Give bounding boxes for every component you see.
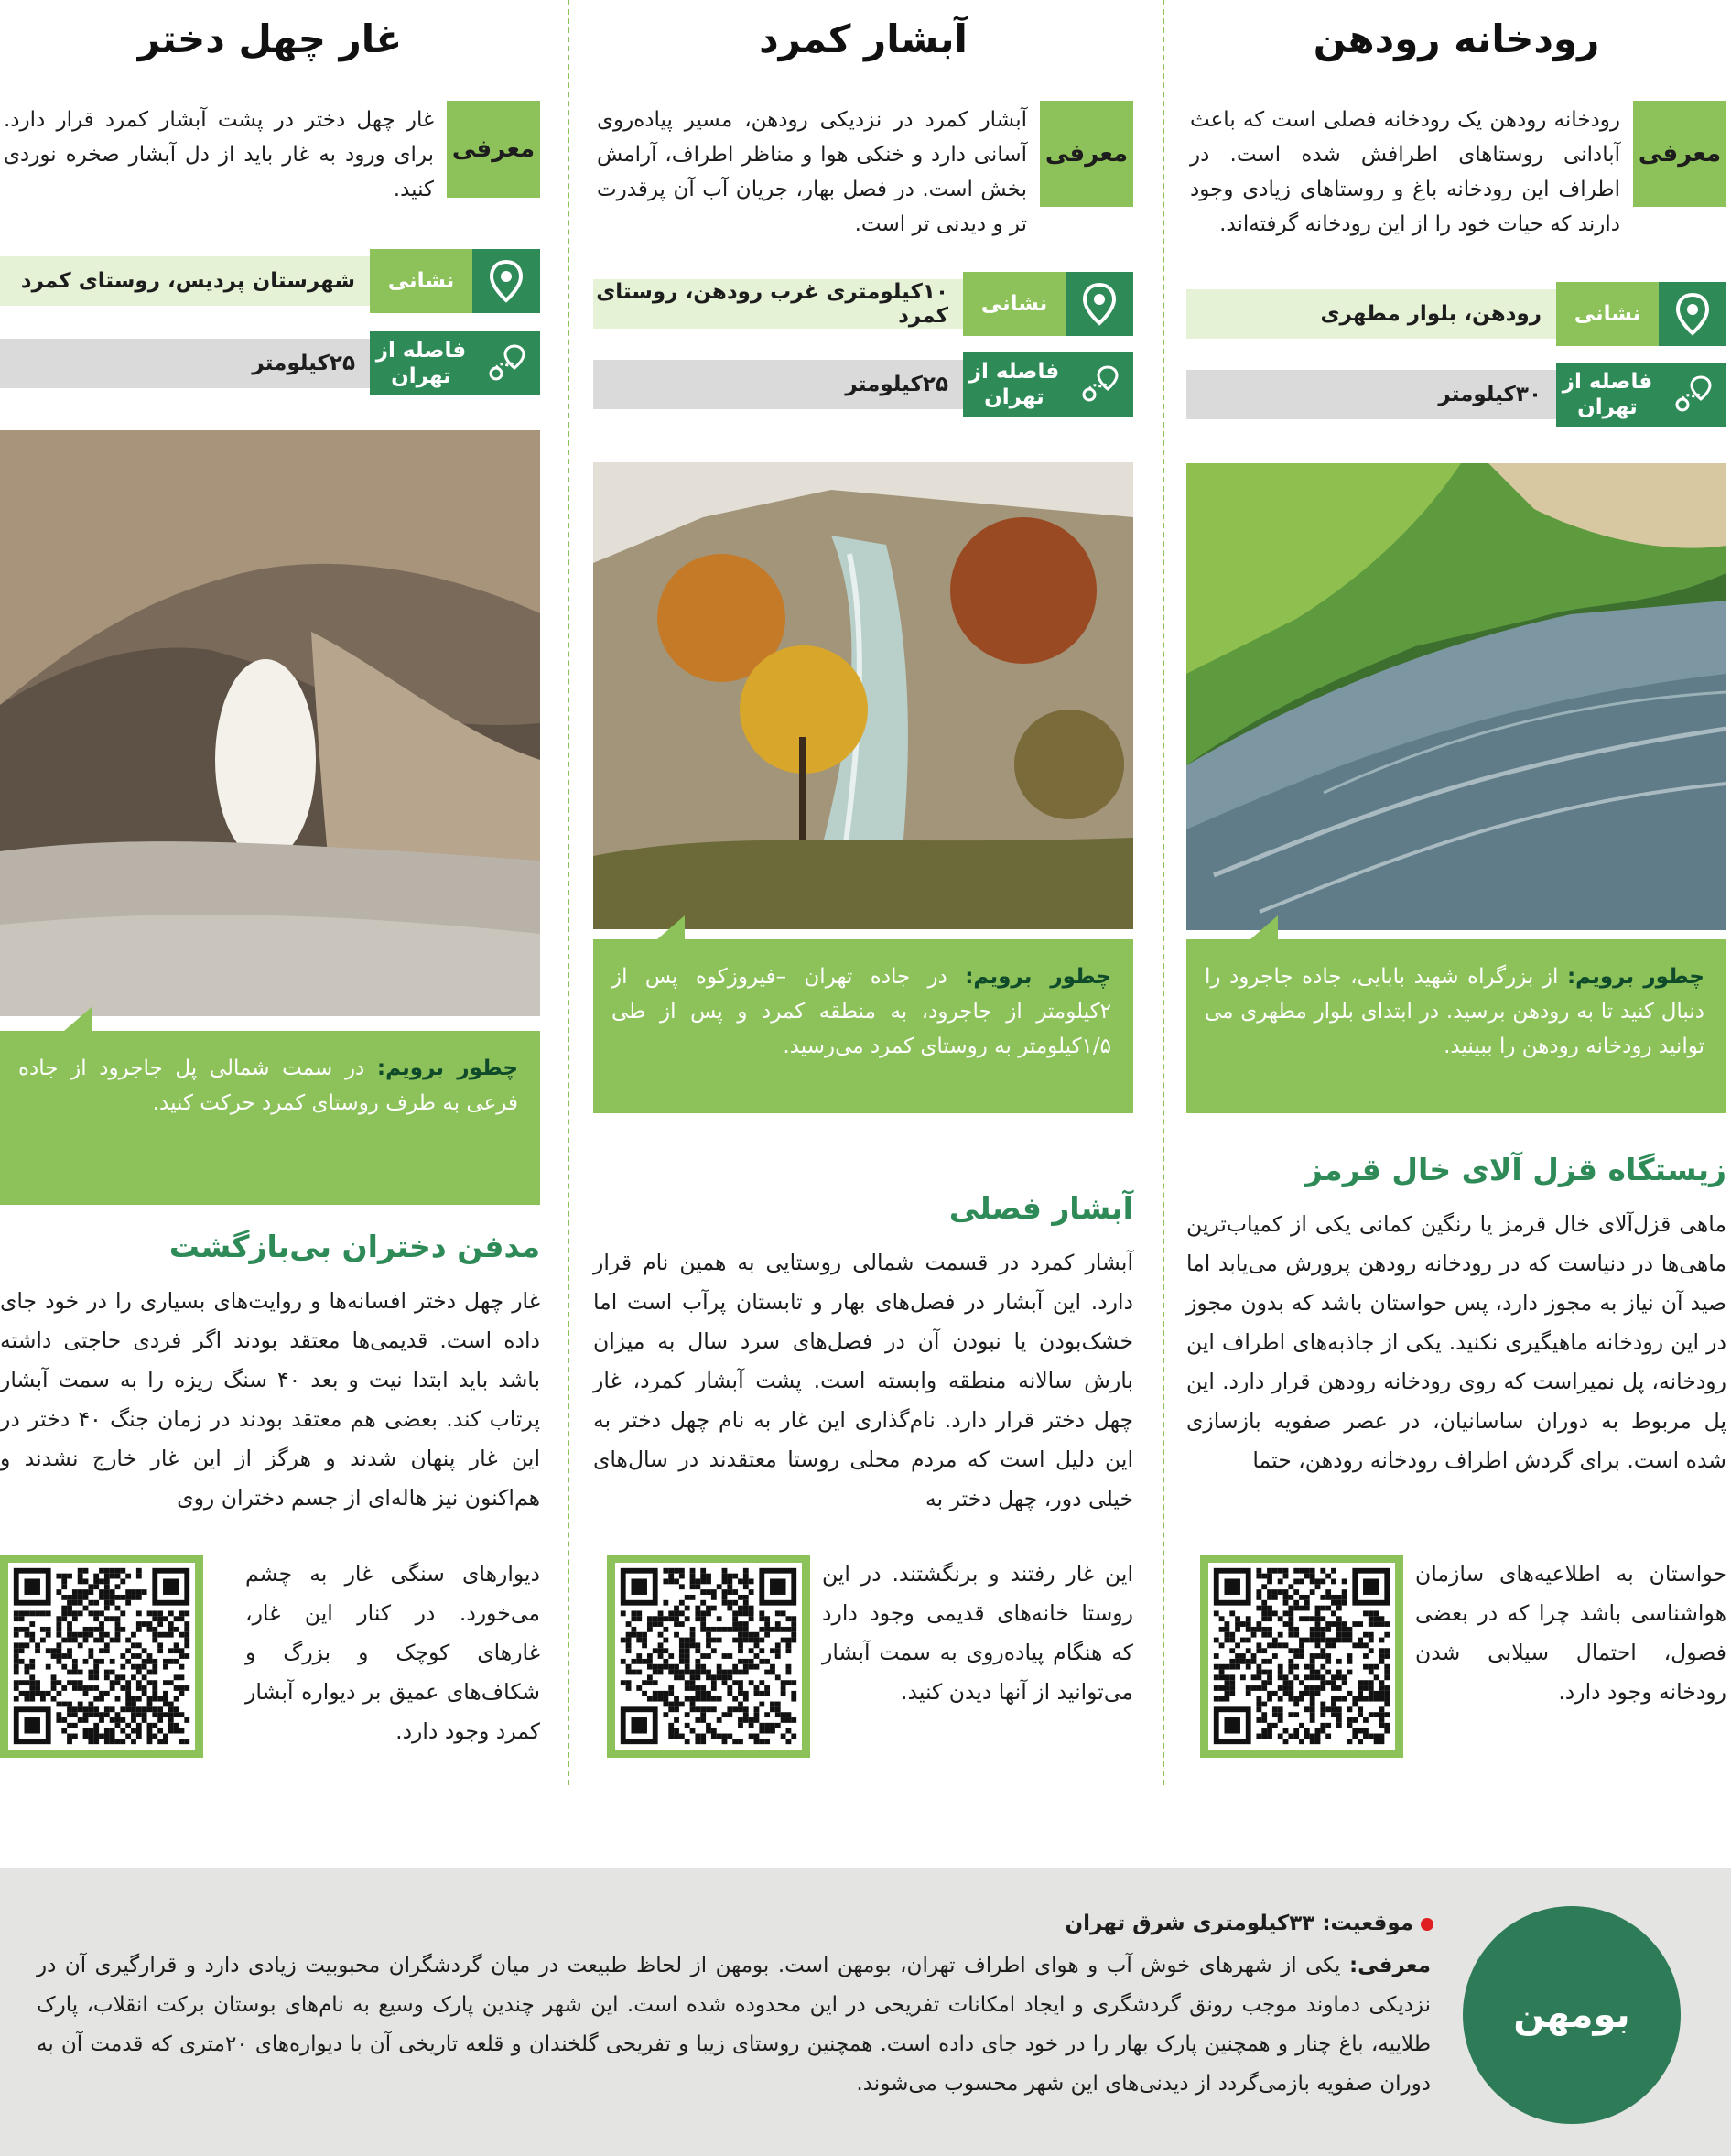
distance-row — [593, 352, 1133, 417]
distance-label: فاصله از تهران — [370, 331, 472, 395]
callout-notch — [657, 915, 685, 939]
qr-code[interactable] — [607, 1555, 810, 1758]
address-label: نشانی — [963, 272, 1066, 336]
intro-text: آبشار کمرد در نزدیکی رودهن، مسیر پیاده‌روی آسانی دارد و خنکی هوا و مناظر اطراف، آرامش بخش است. در فصل بهار، جریان آب آن پرقدرت تر و دیدنی تر است. — [597, 108, 1027, 236]
how-to-get-box — [1186, 939, 1726, 1113]
section-subhead: مدفن دختران بی‌بازگشت — [168, 1229, 540, 1264]
address-label: نشانی — [1556, 282, 1659, 346]
location-pin-icon — [1066, 272, 1133, 336]
section-body-continued: این غار رفتند و برنگشتند. در این روستا خانه‌های قدیمی وجود دارد که هنگام پیاده‌روی به سمت آبشار می‌توانید از آنها دیدن کنید. — [822, 1561, 1133, 1705]
intro-text: رودخانه رودهن یک رودخانه فصلی است که باعث آبادانی روستاهای اطرافش شده است. در اطراف این رودخانه باغ و روستاهای زیادی وجود دارند که حیات خود را از این رودخانه گرفته‌اند. — [1190, 108, 1620, 236]
column-chehel-dokhtar-cave — [0, 0, 540, 1794]
column-roudehen-river — [1186, 0, 1726, 1794]
boumehen-intro — [37, 1946, 1431, 2104]
location-pin-icon — [472, 249, 540, 313]
location-label: موقعیت: — [1322, 1912, 1413, 1935]
column-title: رودخانه رودهن — [1313, 16, 1600, 61]
distance-value: ۲۵کیلومتر — [593, 360, 963, 409]
how-to-get-text: در جاده تهران –فیروزکوه پس از ۲کیلومتر از جاجرود، به منطقه کمرد و پس از طی ۱/۵کیلومتر به روستای کمرد می‌رسید. — [611, 965, 1111, 1058]
address-label: نشانی — [370, 249, 472, 313]
qr-code[interactable] — [0, 1555, 203, 1758]
distance-value: ۲۵کیلومتر — [0, 339, 370, 388]
distance-label: فاصله از تهران — [963, 352, 1066, 417]
how-to-get-label: چطور برویم: — [376, 1056, 518, 1080]
intro-label: معرفی — [1633, 101, 1726, 207]
address-row — [0, 249, 540, 313]
column-divider-left — [568, 0, 569, 1785]
boumehen-intro-label: معرفی: — [1348, 1954, 1432, 1977]
qr-pattern — [1208, 1563, 1395, 1750]
section-body-continued: حواستان به اطلاعیه‌های سازمان هواشناسی باشد چرا که در بعضی فصول، احتمال سیلابی شدن رودخانه وجود دارد. — [1415, 1561, 1726, 1705]
section-body: آبشار کمرد در قسمت شمالی روستایی به همین نام قرار دارد. این آبشار در فصل‌های بهار و تابستان پرآب است اما خشک‌بودن یا نبودن آن در فصل‌های سرد سال به میزان بارش سالانه منطقه وابسته است. پشت آبشار کمرد، غار چهل دختر قرار دارد. نام‌گذاری این غار به نام چهل دختر به این دلیل است که مردم محلی روستا معتقدند در سال‌های خیلی دور، چهل دختر به — [593, 1250, 1133, 1511]
how-to-get-box — [593, 939, 1133, 1113]
address-row — [1186, 282, 1726, 346]
intro-label: معرفی — [1040, 101, 1133, 207]
intro-text: غار چهل دختر در پشت آبشار کمرد قرار دارد. برای ورود به غار باید از دل آبشار صخره نوردی کنید. — [4, 108, 434, 201]
boumehen-badge: بومهن — [1463, 1906, 1681, 2124]
column-kamard-waterfall — [593, 0, 1133, 1794]
distance-label: فاصله از تهران — [1556, 363, 1659, 427]
callout-notch — [1250, 915, 1278, 939]
address-value: رودهن، بلوار مطهری — [1186, 289, 1556, 339]
callout-notch — [64, 1007, 92, 1031]
location-value: ۳۳کیلومتری شرق تهران — [1065, 1912, 1315, 1935]
address-value: ۱۰کیلومتری غرب رودهن، روستای کمرد — [593, 279, 963, 329]
location-pin-icon — [1659, 282, 1726, 346]
river-photo — [1186, 463, 1726, 930]
route-icon — [472, 331, 540, 395]
intro-label: معرفی — [447, 101, 540, 198]
column-title: غار چهل دختر — [137, 16, 403, 61]
waterfall-photo — [593, 462, 1133, 929]
section-body-continued: دیوارهای سنگی غار به چشم می‌خورد. در کنار این غار، غارهای کوچک و بزرگ و شکاف‌های عمیق بر دیواره آبشار کمرد وجود دارد. — [245, 1561, 540, 1744]
column-divider-right — [1163, 0, 1164, 1785]
how-to-get-box — [0, 1031, 540, 1205]
distance-row — [0, 331, 540, 395]
address-value: شهرستان پردیس، روستای کمرد — [0, 256, 370, 306]
how-to-get-text: از بزرگراه شهید بابایی، جاده جاجرود را دنبال کنید تا به رودهن برسید. در ابتدای بلوار مطهری می توانید رودخانه رودهن را ببینید. — [1205, 965, 1704, 1058]
column-title: آبشار کمرد — [759, 16, 968, 61]
how-to-get-text: در سمت شمالی پل جاجرود از جاده فرعی به طرف روستای کمرد حرکت کنید. — [18, 1056, 518, 1115]
distance-value: ۳۰کیلومتر — [1186, 370, 1556, 419]
how-to-get-label: چطور برویم: — [965, 965, 1112, 989]
section-body: غار چهل دختر افسانه‌ها و روایت‌های بسیاری را در خود جای داده است. قدیمی‌ها معتقد بودند اگر فردی حاجتی داشته باشد باید ابتدا نیت و بعد ۴۰ سنگ ریزه را به سمت آبشار پرتاب کند. بعضی هم معتقد بودند در زمان جنگ ۴۰ دختر در این غار پنهان شدند و هرگز از این غار خارج نشدند و هم‌اکنون نیز هاله‌ای از جسم دختران روی — [0, 1288, 541, 1511]
route-icon — [1659, 363, 1726, 427]
qr-pattern — [615, 1563, 802, 1750]
qr-code[interactable] — [1200, 1555, 1403, 1758]
distance-row — [1186, 363, 1726, 427]
qr-pattern — [8, 1563, 195, 1750]
cave-photo — [0, 430, 540, 1016]
how-to-get-label: چطور برویم: — [1566, 965, 1705, 989]
section-subhead: آبشار فصلی — [948, 1190, 1133, 1226]
section-body: ماهی قزل‌آلای خال قرمز یا رنگین کمانی یکی از کمیاب‌ترین ماهی‌ها در دنیاست که در رودخانه رودهن پرورش می‌یابد اما صید آن نیاز به مجوز دارد، پس حواستان باشد که بدون مجوز در این رودخانه ماهیگیری نکنید. یکی از جاذبه‌های اطراف این رودخانه، پل نمیراست که روی رودخانه رودهن قرار دارد. این پل مربوط به دوران ساسانیان، در عصر صفویه بازسازی شده است. برای گردش اطراف رودخانه رودهن، حتما — [1186, 1211, 1726, 1473]
location-line — [1066, 1912, 1433, 1935]
address-row — [593, 272, 1133, 336]
boumehen-intro-text: یکی از شهرهای خوش آب و هوای اطراف تهران، بومهن است. بومهن از لحاظ طبیعت در میان گردشگران محبوبیت زیادی دارد و قرارگیری آن در نزدیکی دماوند موجب رونق گردشگری و ایجاد امکانات تفریحی در این محدوده شده است. این شهر چندین پارک وسیع به نام‌های بوستان برکت انقلاب، پارک طلاییه، باغ چنار و همچنین پارک بهار را در خود جای داده است. همچنین روستای زیبا و تفریحی گلخندان و قلعه تاریخی آن با دیواره‌های ۲۰متری که قدمت آن به دوران صفویه بازمی‌گردد از دیدنی‌های این شهر محسوب می‌شوند. — [37, 1954, 1431, 2096]
section-subhead: زیستگاه قزل آلای خال قرمز — [1304, 1152, 1726, 1187]
red-dot-icon — [1421, 1918, 1433, 1931]
route-icon — [1066, 352, 1133, 417]
